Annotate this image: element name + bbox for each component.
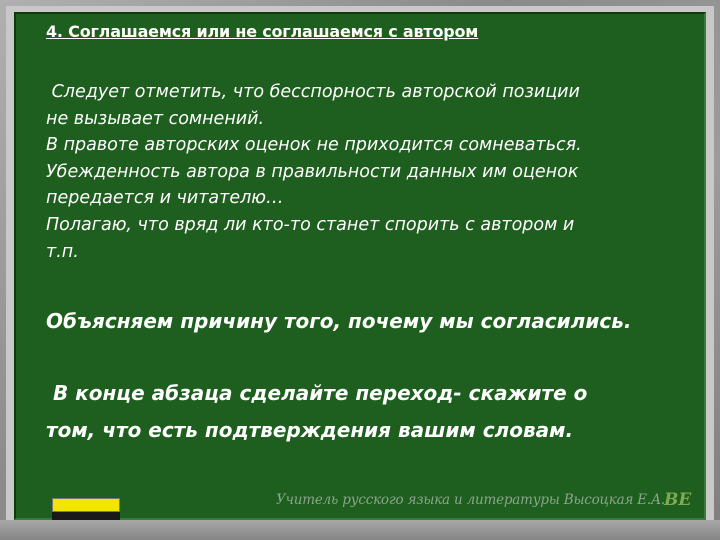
paragraph-line: том, что есть подтверждения вашим словам. <box>46 418 574 442</box>
eraser-base <box>52 512 120 520</box>
slide-heading: 4. Соглашаемся или не соглашаемся с автором <box>46 22 479 41</box>
paragraph-line: В конце абзаца сделайте переход- скажите о <box>46 381 588 405</box>
paragraph-explain-reason: Объясняем причину того, почему мы согласились. <box>46 309 632 333</box>
paragraph-line: Следует отметить, что бесспорность авторской позиции <box>46 82 580 102</box>
chalk-tray <box>0 520 720 540</box>
paragraph-line: Полагаю, что вряд ли кто-то станет спорить с автором и <box>46 214 575 235</box>
author-footer: Учитель русского языка и литературы Высоцкая Е.А. <box>276 492 666 508</box>
paragraph-transition <box>46 375 696 449</box>
paragraph-line: Убежденность автора в правильности данных им оценок <box>46 161 579 182</box>
paragraph-line: В правоте авторских оценок не приходится сомневаться. <box>46 135 582 156</box>
author-logo: ВЕ <box>664 490 692 510</box>
paragraph-line: не вызывает сомнений. <box>46 108 265 129</box>
eraser-icon <box>52 498 120 522</box>
paragraph-line: передается и читателю… <box>46 188 284 209</box>
paragraph-examples <box>46 79 696 265</box>
paragraph-line: т.п. <box>46 241 79 262</box>
eraser-felt <box>52 498 120 512</box>
